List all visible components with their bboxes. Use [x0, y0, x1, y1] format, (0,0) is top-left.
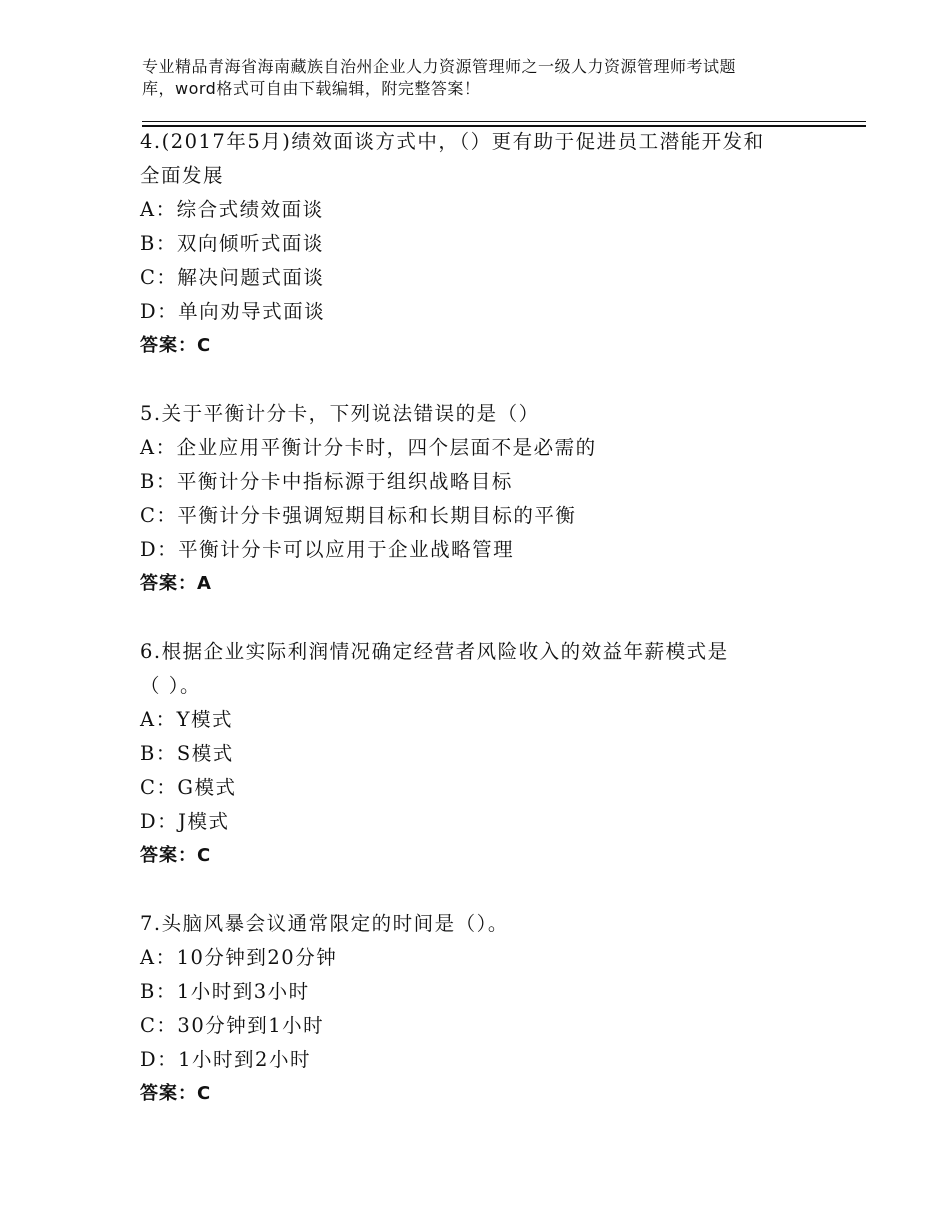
- question-stem: [140, 635, 864, 703]
- option-b: B：S模式: [140, 742, 234, 765]
- question-5: [140, 397, 864, 601]
- option-b: B：双向倾听式面谈: [140, 232, 324, 255]
- option-a: A：10分钟到20分钟: [140, 946, 338, 969]
- question-4: [140, 125, 864, 363]
- option-b: B：平衡计分卡中指标源于组织战略目标: [140, 470, 513, 493]
- option-a: A：企业应用平衡计分卡时，四个层面不是必需的: [140, 436, 597, 459]
- question-stem-line: 5.关于平衡计分卡，下列说法错误的是（）: [140, 402, 540, 425]
- option-b: B：1小时到3小时: [140, 980, 310, 1003]
- question-stem-line: 4.(2017年5月)绩效面谈方式中，（）更有助于促进员工潜能开发和: [140, 130, 765, 153]
- question-stem-line: 全面发展: [140, 164, 225, 187]
- question-stem: [140, 125, 864, 193]
- option-d: D：1小时到2小时: [140, 1048, 311, 1071]
- question-stem-line: 7.头脑风暴会议通常限定的时间是（）。: [140, 912, 509, 935]
- question-gap: [140, 601, 864, 635]
- option-d: D：J模式: [140, 810, 230, 833]
- option-a: A：Y模式: [140, 708, 233, 731]
- question-7: [140, 907, 864, 1111]
- question-gap: [140, 363, 864, 397]
- document-header: [142, 56, 862, 100]
- option-d: D：平衡计分卡可以应用于企业战略管理: [140, 538, 515, 561]
- question-stem: [140, 907, 864, 941]
- answer-label: 答案：C: [140, 335, 212, 356]
- answer-label: 答案：A: [140, 573, 212, 594]
- option-c: C：平衡计分卡强调短期目标和长期目标的平衡: [140, 504, 577, 527]
- option-d: D：单向劝导式面谈: [140, 300, 326, 323]
- header-line-1: 专业精品青海省海南藏族自治州企业人力资源管理师之一级人力资源管理师考试题: [142, 57, 737, 76]
- option-c: C：G模式: [140, 776, 237, 799]
- option-a: A：综合式绩效面谈: [140, 198, 324, 221]
- question-gap: [140, 873, 864, 907]
- question-6: [140, 635, 864, 873]
- question-stem: [140, 397, 864, 431]
- option-c: C：30分钟到1小时: [140, 1014, 325, 1037]
- answer-label: 答案：C: [140, 845, 212, 866]
- header-line-2: 库，word格式可自由下载编辑，附完整答案！: [142, 79, 481, 98]
- question-stem-line: 6.根据企业实际利润情况确定经营者风险收入的效益年薪模式是: [140, 640, 729, 663]
- question-stem-line: （ ）。: [140, 674, 201, 697]
- answer-label: 答案：C: [140, 1083, 212, 1104]
- question-list: [140, 125, 864, 1111]
- header-divider-thin: [142, 121, 866, 122]
- option-c: C：解决问题式面谈: [140, 266, 325, 289]
